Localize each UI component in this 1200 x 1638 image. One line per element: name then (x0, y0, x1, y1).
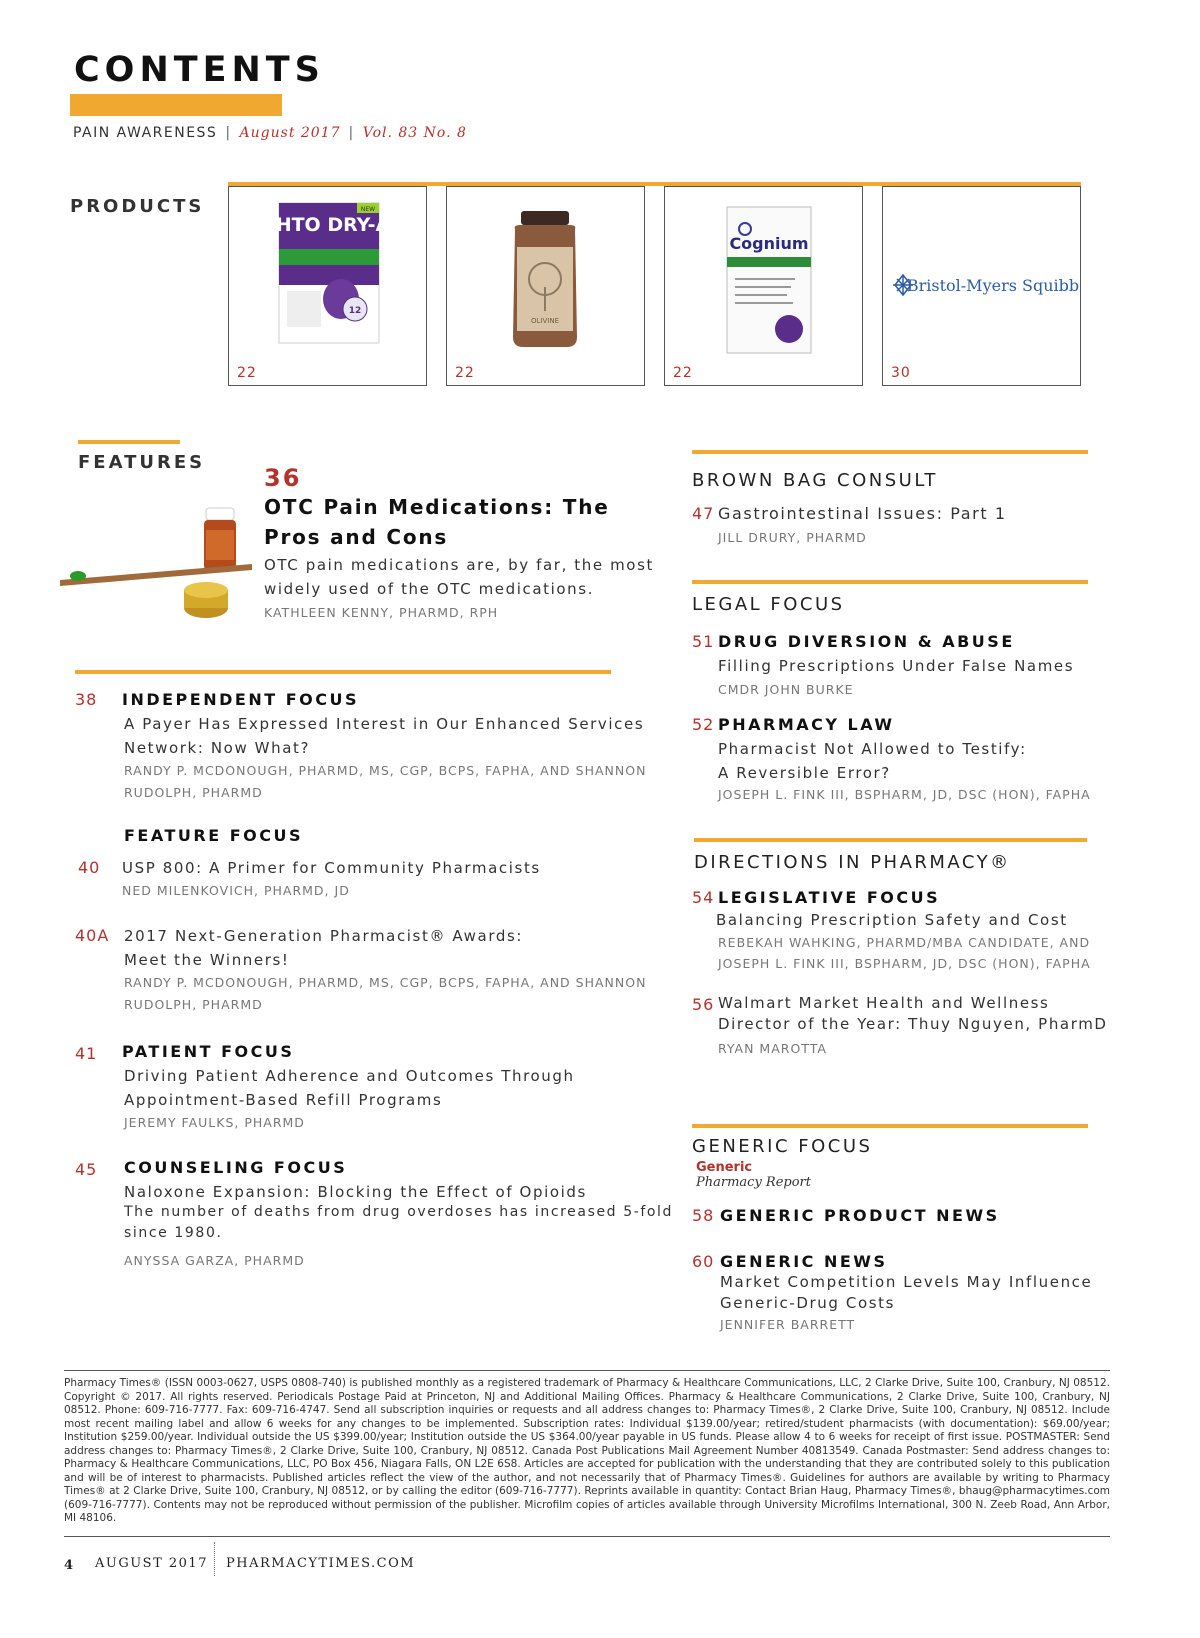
directions-2-title[interactable]: Walmart Market Health and Wellness Director of the Year: Thuy Nguyen, PharmD (718, 994, 1108, 1033)
brown-bag-page: 47 (692, 504, 715, 523)
svg-text:ROHTO DRY-AID: ROHTO DRY-AID (244, 214, 414, 236)
feature-focus-1-author: NED MILENKOVICH, PHARMD, JD (122, 883, 350, 898)
patient-heading[interactable]: PATIENT FOCUS (122, 1042, 295, 1061)
product-page-number: 22 (237, 365, 257, 381)
issue-line: PAIN AWARENESS | August 2017 | Vol. 83 No. 8 (73, 125, 467, 141)
brown-bag-author: JILL DRURY, PHARMD (718, 530, 867, 545)
product-card-cognium[interactable] (664, 186, 863, 386)
patient-author: JEREMY FAULKS, PHARMD (124, 1115, 305, 1130)
svg-text:Cognium: Cognium (729, 234, 809, 253)
directions-heading: DIRECTIONS IN PHARMACY® (694, 852, 1011, 873)
generic-2-author: JENNIFER BARRETT (720, 1317, 856, 1332)
independent-title: A Payer Has Expressed Interest in Our Enhanced Services Network: Now What? (124, 715, 645, 757)
product-page-number: 30 (891, 365, 911, 381)
directions-2-page: 56 (692, 995, 715, 1014)
counseling-heading[interactable]: COUNSELING FOCUS (124, 1158, 348, 1177)
legal-top-rule (64, 1370, 1110, 1371)
legal-heading: LEGAL FOCUS (692, 594, 845, 615)
legal-notice: Pharmacy Times® (ISSN 0003-0627, USPS 0808-740) is published monthly as a registered trademark of Pharmacy & Healthcare Communications, LLC, 2 Clarke Drive, Suite 100, Cranbury, NJ 08512. Copyright © 2017. All rights reserved. Periodicals Postage Paid at Princeton, NJ and Additional Mailing Offices. Pharmacy & Healthcare Communications, 2 Clarke Drive, Suite 100, Cranbury, NJ 08512. Phone: 609-716-7777. Fax: 609-716-4747. Send all subscription inquiries or requests and all address changes to: Pharmacy Times®, 2 Clarke Drive, Suite 100, Cranbury, NJ 08512. Include most recent mailing label and allow 6 weeks for any changes to be implemented. Subscription rates: Individual $139.00/year; retired/student pharmacists (with documentation): $69.00/year; Institution $259.00/year. Individual outside the US $399.00/year; Institution outside the US $364.00/year payable in US funds. Please allow 4 to 6 weeks for receipt of first issue. POSTMASTER: Send address changes to: Pharmacy Times®, 2 Clarke Drive, Suite 100, Cranbury, NJ 08512. Canada Post Publications Mail Agreement Number 40813549. Canada Postmaster: Send address changes to: Pharmacy & Healthcare Communications, LLC, PO Box 456, Niagara Falls, ON L2E 6S8. Articles are accepted for publication with the understanding that they are contributed solely to this publication and will be of interest to pharmacists. Published articles reflect the view of the author, and not necessarily that of Pharmacy Times®. Guidelines for authors are available by writing to Pharmacy Times® at 2 Clarke Drive, Suite 100, Cranbury, NJ 08512, or by calling the editor (609-716-7777). Reprints available in quantity: Contact Brian Haug, Pharmacy Times®, bhaug@pharmacytimes.com (609-716-7777). Contents may not be reproduced without permission of the publisher. Microfilm copies of articles available through University Microfilms International, 300 N. Zeeb Road, Ann Arbor, MI 48106. (64, 1377, 1110, 1524)
legal-1-heading[interactable]: DRUG DIVERSION & ABUSE (718, 632, 1015, 651)
feature-main-page: 36 (264, 464, 302, 492)
legal-1-title: Filling Prescriptions Under False Names (718, 657, 1075, 675)
independent-author: RANDY P. MCDONOUGH, PHARMD, MS, CGP, BCPS, FAPHA, AND SHANNON RUDOLPH, PHARMD (124, 763, 647, 800)
legal-2-page: 52 (692, 715, 715, 734)
legal-2-title: Pharmacist Not Allowed to Testify: A Reversible Error? (718, 740, 1027, 782)
feature-main-desc: OTC pain medications are, by far, the most widely used of the OTC medications. (264, 556, 654, 598)
generic-rule (692, 1124, 1088, 1128)
bristol-myers-squibb-logo (883, 187, 1079, 357)
counseling-desc: The number of deaths from drug overdoses has increased 5-fold since 1980. (124, 1204, 674, 1241)
generic-1-heading[interactable]: GENERIC PRODUCT NEWS (720, 1206, 1000, 1225)
brown-bag-title[interactable]: Gastrointestinal Issues: Part 1 (718, 504, 1007, 523)
product-page-number: 22 (455, 365, 475, 381)
title-underline-bar (70, 94, 282, 116)
issue-date: August 2017 (239, 125, 341, 141)
directions-1-author: REBEKAH WAHKING, PHARMD/MBA CANDIDATE, AND JOSEPH L. FINK III, BSPHARM, JD, DSC (HON), FAPHA (718, 935, 1091, 971)
feature-main-author: KATHLEEN KENNY, PHARMD, RPH (264, 605, 499, 620)
feature-focus-2-author: RANDY P. MCDONOUGH, PHARMD, MS, CGP, BCPS, FAPHA, AND SHANNON RUDOLPH, PHARMD (124, 975, 647, 1012)
generic-2-title: Market Competition Levels May Influence Generic-Drug Costs (720, 1273, 1093, 1312)
product-page-number: 22 (673, 365, 693, 381)
svg-text:12: 12 (348, 306, 362, 316)
counseling-title: Naloxone Expansion: Blocking the Effect of Opioids (124, 1183, 587, 1201)
cognium-box-image (665, 187, 861, 357)
feature-main-title[interactable]: OTC Pain Medications: The Pros and Cons (264, 495, 610, 549)
directions-2-author: RYAN MAROTTA (718, 1041, 827, 1056)
feature-list-rule (75, 670, 611, 674)
svg-text:NEW: NEW (360, 206, 376, 213)
features-label: FEATURES (78, 452, 206, 473)
counseling-page: 45 (75, 1160, 98, 1179)
generic-heading: GENERIC FOCUS (692, 1136, 873, 1157)
patient-title: Driving Patient Adherence and Outcomes Through Appointment-Based Refill Programs (124, 1067, 575, 1109)
page-number: 4 (64, 1558, 75, 1573)
generic-2-page: 60 (692, 1252, 715, 1271)
footer-date: AUGUST 2017 (95, 1556, 208, 1571)
product-card-olivine[interactable] (446, 186, 645, 386)
feature-focus-2-page: 40A (75, 926, 110, 945)
feature-focus-1-page: 40 (78, 858, 101, 877)
directions-1-heading[interactable]: LEGISLATIVE FOCUS (718, 888, 941, 907)
legal-1-page: 51 (692, 632, 715, 651)
feature-focus-2-title[interactable]: 2017 Next-Generation Pharmacist® Awards: Meet the Winners! (124, 927, 524, 969)
generic-1-page: 58 (692, 1206, 715, 1225)
directions-1-page: 54 (692, 888, 715, 907)
independent-page: 38 (75, 690, 98, 709)
product-card-bms[interactable] (882, 186, 1081, 386)
footer-divider (214, 1542, 215, 1576)
footer-website[interactable]: PHARMACYTIMES.COM (226, 1556, 416, 1571)
generic-pharmacy-report-logo: Generic Pharmacy Report (696, 1160, 811, 1190)
issue-section: PAIN AWARENESS (73, 125, 218, 141)
svg-text:OLIVINE: OLIVINE (531, 317, 559, 325)
rohto-box-image (229, 187, 425, 357)
footer-rule (64, 1536, 1110, 1537)
independent-heading[interactable]: INDEPENDENT FOCUS (122, 690, 359, 709)
balance-scale-illustration (56, 500, 256, 630)
legal-2-author: JOSEPH L. FINK III, BSPHARM, JD, DSC (HON), FAPHA (718, 787, 1091, 802)
page-title: CONTENTS (74, 50, 325, 90)
directions-rule (694, 838, 1087, 842)
legal-2-heading[interactable]: PHARMACY LAW (718, 715, 895, 734)
generic-2-heading[interactable]: GENERIC NEWS (720, 1252, 888, 1271)
legal-rule (692, 580, 1088, 584)
brown-bag-rule (692, 450, 1088, 454)
svg-text:Bristol-Myers Squibb: Bristol-Myers Squibb (906, 276, 1079, 295)
feature-focus-heading: FEATURE FOCUS (124, 826, 304, 845)
issue-volume: Vol. 83 No. 8 (362, 125, 467, 141)
product-card-rohto[interactable] (228, 186, 427, 386)
features-rule (78, 440, 180, 444)
supplement-bottle-image (447, 187, 643, 357)
brown-bag-heading: BROWN BAG CONSULT (692, 470, 938, 491)
products-label: PRODUCTS (70, 196, 205, 217)
patient-page: 41 (75, 1044, 98, 1063)
directions-1-title: Balancing Prescription Safety and Cost (716, 911, 1068, 929)
counseling-author: ANYSSA GARZA, PHARMD (124, 1253, 305, 1268)
legal-1-author: CMDR JOHN BURKE (718, 682, 854, 697)
feature-focus-1-title[interactable]: USP 800: A Primer for Community Pharmacists (122, 859, 541, 877)
